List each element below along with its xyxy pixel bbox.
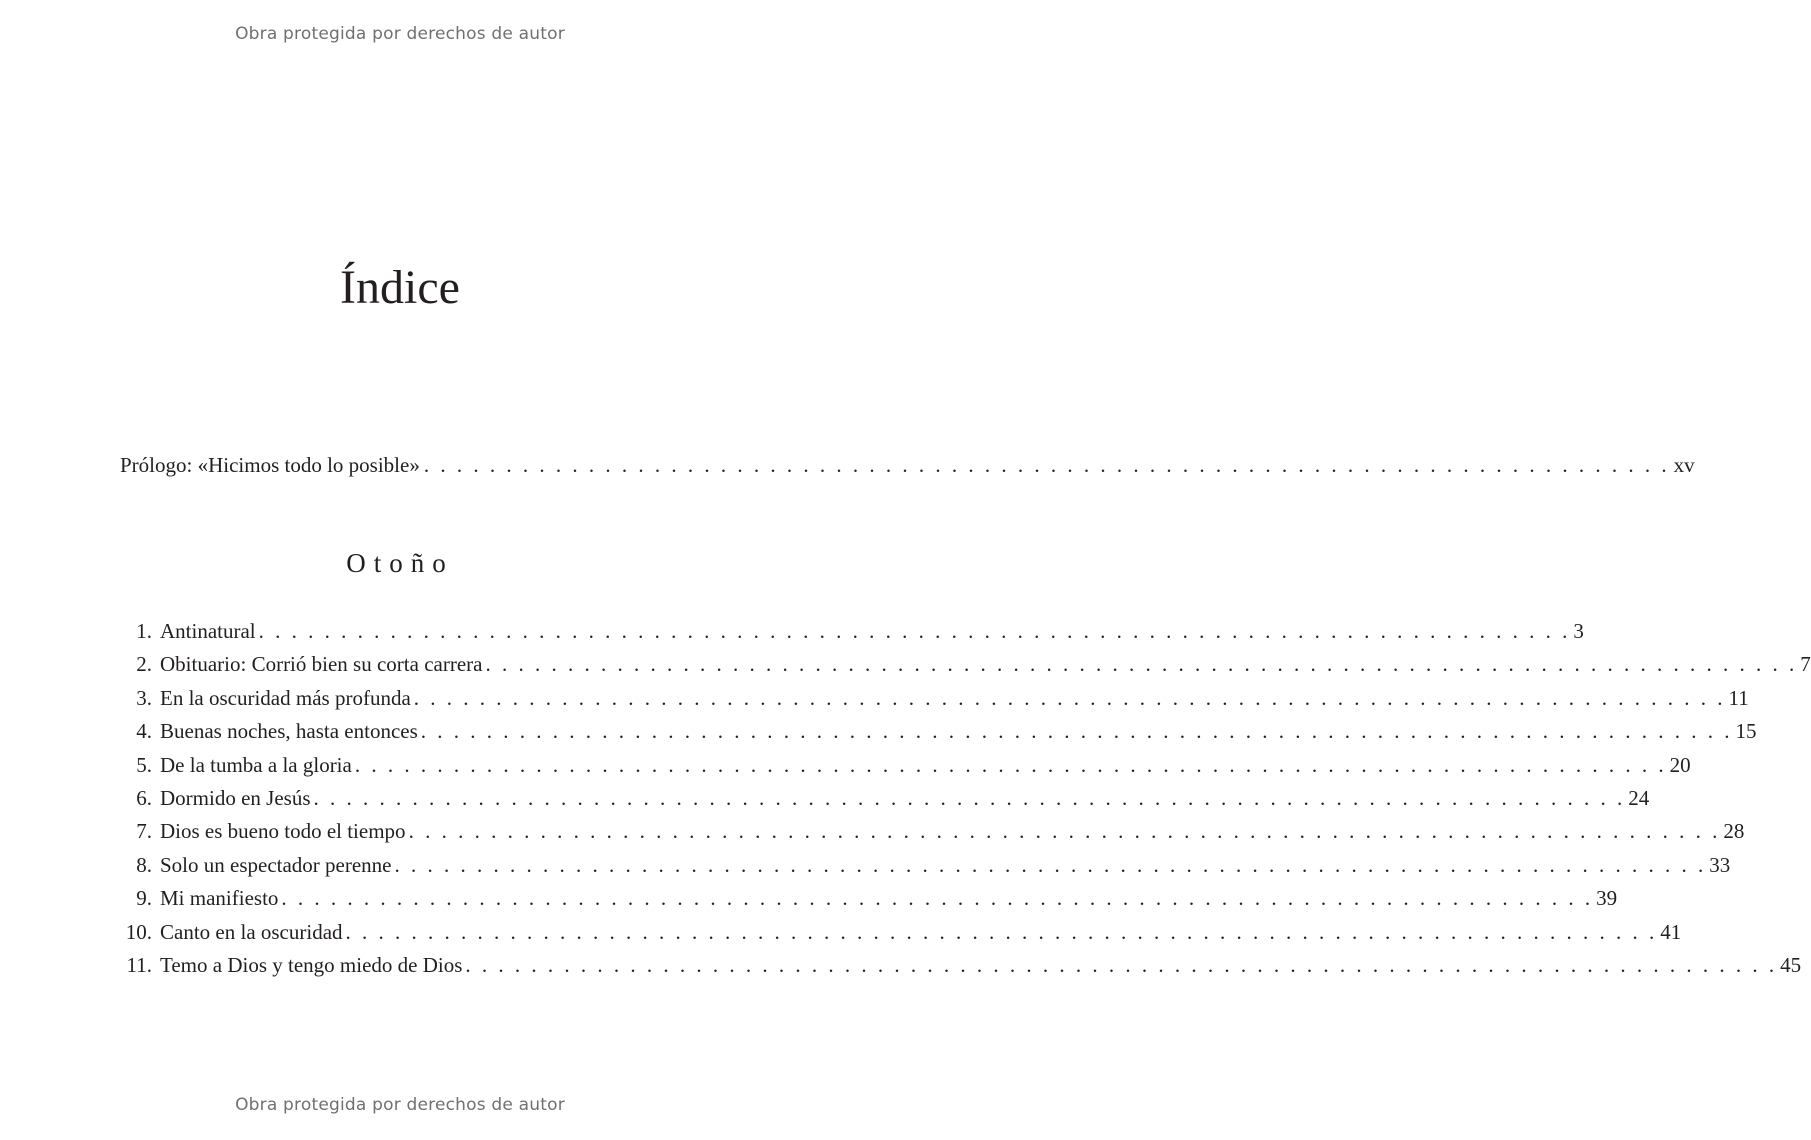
chapter-page: 11 <box>1728 685 1749 710</box>
section-heading: Otoño <box>346 548 454 578</box>
chapter-list <box>118 617 1811 984</box>
chapter-title: Buenas noches, hasta entonces <box>160 719 418 744</box>
dot-leader: . . . . . . . . . . . . . . . . . . . . . . . . . . . . . . . . . . . . . . . . . . . . . . . . . . . . . . . . . . . . . . . . . . . . . . . . . . . . . . . . <box>413 685 1726 710</box>
dot-leader: . . . . . . . . . . . . . . . . . . . . . . . . . . . . . . . . . . . . . . . . . . . . . . . . . . . . . . . . . . . . . . . . . . . . . . . . . . . . . . . . <box>258 619 1571 643</box>
chapter-page: 7 <box>1800 652 1811 677</box>
chapter-number: 11. <box>126 952 152 977</box>
toc-entry-chapter-7 <box>118 817 1745 850</box>
chapter-page: 41 <box>1660 919 1682 944</box>
toc-entry-chapter-5 <box>118 751 1691 784</box>
chapter-number: 9. <box>136 886 152 911</box>
toc-entry-chapter-8 <box>118 851 1731 884</box>
toc-entry-page: xv <box>1673 453 1695 477</box>
chapter-title: Obituario: Corrió bien su corta carrera <box>160 652 483 677</box>
toc-entry-prologue <box>120 451 1695 479</box>
dot-leader: . . . . . . . . . . . . . . . . . . . . . . . . . . . . . . . . . . . . . . . . . . . . . . . . . . . . . . . . . . . . . . . . . . . . . . . . . . . . . . . . <box>281 886 1594 911</box>
dot-leader: . . . . . . . . . . . . . . . . . . . . . . . . . . . . . . . . . . . . . . . . . . . . . . . . . . . . . . . . . . . . . . . . . . . . . . . . . . . . . . . . <box>465 952 1778 977</box>
toc-entry-chapter-1 <box>118 617 1584 650</box>
chapter-title: Antinatural <box>160 619 256 643</box>
chapter-number: 1. <box>136 619 152 643</box>
chapter-number: 10. <box>125 919 152 944</box>
chapter-page: 45 <box>1780 952 1802 977</box>
chapter-title: Mi manifiesto <box>160 886 279 911</box>
page-title: Índice <box>340 261 460 314</box>
dot-leader: . . . . . . . . . . . . . . . . . . . . . . . . . . . . . . . . . . . . . . . . . . . . . . . . . . . . . . . . . . . . . . . . . . . . . . . . . . . . . . . . <box>313 785 1626 810</box>
chapter-page: 28 <box>1723 819 1745 844</box>
chapter-page: 24 <box>1628 785 1650 810</box>
dot-leader: . . . . . . . . . . . . . . . . . . . . . . . . . . . . . . . . . . . . . . . . . . . . . . . . . . . . . . . . . . . . . . . . . . . . . . . . . . . . <box>423 453 1670 477</box>
chapter-number: 4. <box>136 719 152 744</box>
chapter-page: 33 <box>1709 852 1731 877</box>
dot-leader: . . . . . . . . . . . . . . . . . . . . . . . . . . . . . . . . . . . . . . . . . . . . . . . . . . . . . . . . . . . . . . . . . . . . . . . . . . . . . . . . <box>420 719 1733 744</box>
chapter-number: 3. <box>136 685 152 710</box>
chapter-page: 39 <box>1596 886 1618 911</box>
toc-entry-chapter-3 <box>118 684 1749 717</box>
chapter-title: Temo a Dios y tengo miedo de Dios <box>160 952 463 977</box>
chapter-title: De la tumba a la gloria <box>160 752 352 777</box>
toc-entry-chapter-9 <box>118 884 1618 917</box>
chapter-page: 15 <box>1735 719 1757 744</box>
toc-entry-chapter-6 <box>118 784 1650 817</box>
chapter-title: Dios es bueno todo el tiempo <box>160 819 406 844</box>
chapter-number: 5. <box>136 752 152 777</box>
toc-entry-chapter-4 <box>118 717 1757 750</box>
toc-entry-chapter-11 <box>118 951 1802 984</box>
toc-entry-chapter-2 <box>118 650 1811 683</box>
chapter-number: 8. <box>136 852 152 877</box>
copyright-watermark-bottom: Obra protegida por derechos de autor <box>235 1095 565 1115</box>
dot-leader: . . . . . . . . . . . . . . . . . . . . . . . . . . . . . . . . . . . . . . . . . . . . . . . . . . . . . . . . . . . . . . . . . . . . . . . . . . . . . . . . <box>408 819 1721 844</box>
chapter-title: Canto en la oscuridad <box>160 919 343 944</box>
chapter-title: Dormido en Jesús <box>160 785 311 810</box>
chapter-title: Solo un espectador perenne <box>160 852 392 877</box>
chapter-number: 7. <box>136 819 152 844</box>
chapter-title: En la oscuridad más profunda <box>160 685 411 710</box>
chapter-page: 3 <box>1573 619 1584 643</box>
dot-leader: . . . . . . . . . . . . . . . . . . . . . . . . . . . . . . . . . . . . . . . . . . . . . . . . . . . . . . . . . . . . . . . . . . . . . . . . . . . . . . . . <box>394 852 1707 877</box>
dot-leader: . . . . . . . . . . . . . . . . . . . . . . . . . . . . . . . . . . . . . . . . . . . . . . . . . . . . . . . . . . . . . . . . . . . . . . . . . . . . . . . . <box>354 752 1667 777</box>
toc-entry-label: Prólogo: «Hicimos todo lo posible» <box>120 453 420 477</box>
chapter-page: 20 <box>1669 752 1691 777</box>
copyright-watermark-top: Obra protegida por derechos de autor <box>235 24 565 44</box>
chapter-number: 2. <box>136 652 152 677</box>
dot-leader: . . . . . . . . . . . . . . . . . . . . . . . . . . . . . . . . . . . . . . . . . . . . . . . . . . . . . . . . . . . . . . . . . . . . . . . . . . . . . . . . <box>345 919 1658 944</box>
chapter-number: 6. <box>136 785 152 810</box>
toc-entry-chapter-10 <box>118 918 1682 951</box>
dot-leader: . . . . . . . . . . . . . . . . . . . . . . . . . . . . . . . . . . . . . . . . . . . . . . . . . . . . . . . . . . . . . . . . . . . . . . . . . . . . . . . . <box>485 652 1798 677</box>
